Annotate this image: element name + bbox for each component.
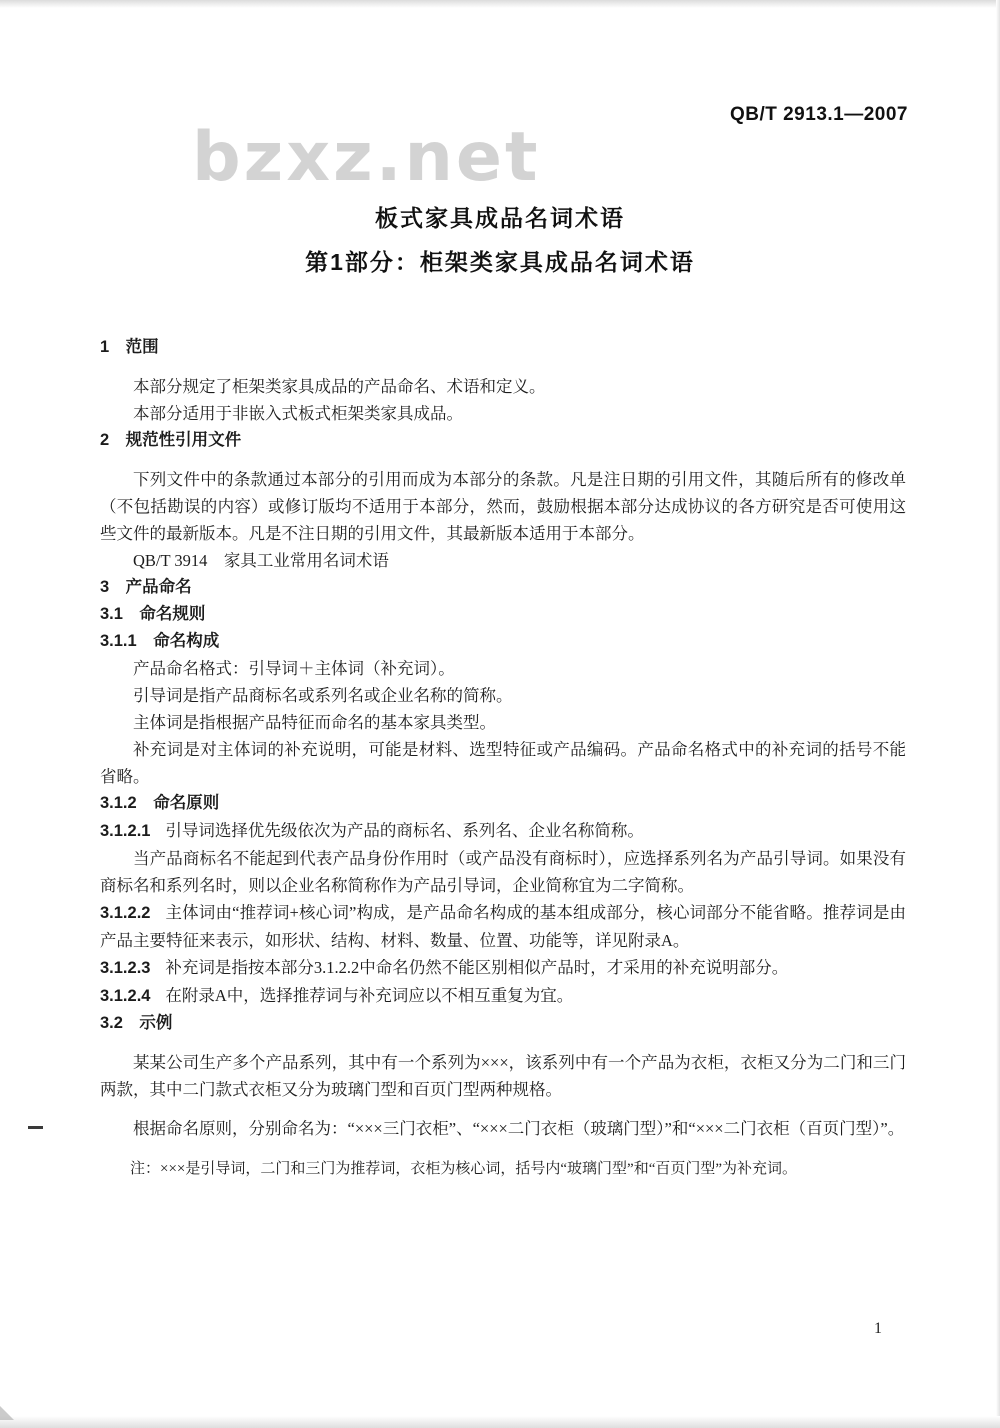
section-3-2-paragraph: 根据命名原则，分别命名为：“×××三门衣柜”、“×××二门衣柜（玻璃门型）”和“×××二门衣柜（百页门型）”。 — [133, 1119, 905, 1138]
clause-number: 3.1.2.4 — [100, 987, 151, 1005]
section-2-paragraph: 下列文件中的条款通过本部分的引用而成为本部分的条款。凡是注日期的引用文件，其随后所有的修改单（不包括勘误的内容）或修订版均不适用于本部分，然而，鼓励根据本部分达成协议的各方研究是否可使用这些文件的最新版本。凡是不注日期的引用文件，其最新版本适用于本部分。 — [100, 470, 906, 543]
doc-title-line2: 第1部分：柜架类家具成品名词术语 — [305, 249, 695, 275]
section-3-1-1-paragraph: 产品命名格式：引导词＋主体词（补充词）。 — [133, 659, 455, 678]
section-2-heading: 2 规范性引用文件 — [100, 431, 242, 449]
section-3-1-1-paragraph: 主体词是指根据产品特征而命名的基本家具类型。 — [133, 713, 496, 732]
clause-3-1-2-4 — [100, 982, 906, 1010]
clause-3-1-2-2 — [100, 899, 906, 954]
clause-number: 3.1.2.3 — [100, 959, 151, 977]
clause-text: 在附录A中，选择推荐词与补充词应以不相互重复为宜。 — [165, 986, 574, 1005]
clause-3-1-2-3 — [100, 954, 906, 982]
scan-edge-top — [0, 0, 1000, 8]
clause-text: 主体词由“推荐词+核心词”构成，是产品命名构成的基本组成部分，核心词部分不能省略。推荐词是由产品主要特征来表示，如形状、结构、材料、数量、位置、功能等，详见附录A。 — [100, 903, 906, 950]
scan-artifact-corner — [0, 1406, 14, 1420]
section-1-paragraph: 本部分规定了柜架类家具成品的产品命名、术语和定义。 — [133, 377, 546, 396]
section-3-1-1-heading: 3.1.1 命名构成 — [100, 632, 220, 650]
section-3-2-note: 注：×××是引导词，二门和三门为推荐词，衣柜为核心词，括号内“玻璃门型”和“百页门型”为补充词。 — [130, 1161, 798, 1177]
doc-title-line1: 板式家具成品名词术语 — [375, 205, 625, 231]
document-body — [100, 334, 906, 1182]
section-3-2-paragraph: 某某公司生产多个产品系列，其中有一个系列为×××，该系列中有一个产品为衣柜，衣柜又分为二门和三门两款，其中二门款式衣柜又分为玻璃门型和百页门型两种规格。 — [100, 1053, 906, 1099]
scan-edge-bottom — [0, 1416, 1000, 1428]
section-3-1-heading: 3.1 命名规则 — [100, 605, 206, 623]
clause-3-1-2-1 — [100, 817, 906, 845]
clause-3-1-2-1-continuation: 当产品商标名不能起到代表产品身份作用时（或产品没有商标时），应选择系列名为产品引导词。如果没有商标名和系列名时，则以企业名称简称作为产品引导词，企业简称宜为二字简称。 — [100, 849, 906, 895]
section-1-heading: 1 范围 — [100, 338, 159, 356]
clause-number: 3.1.2.1 — [100, 822, 151, 840]
watermark-text: bzxz.net — [192, 118, 541, 197]
section-3-heading: 3 产品命名 — [100, 578, 192, 596]
section-3-1-1-paragraph: 引导词是指产品商标名或系列名或企业名称的简称。 — [133, 686, 513, 705]
section-3-1-1-paragraph: 补充词是对主体词的补充说明，可能是材料、选型特征或产品编码。产品命名格式中的补充词的括号不能省略。 — [100, 740, 906, 786]
standard-code: QB/T 2913.1—2007 — [729, 104, 908, 125]
section-2-reference: QB/T 3914 家具工业常用名词术语 — [133, 551, 389, 570]
page-number: 1 — [874, 1320, 882, 1337]
clause-text: 引导词选择优先级依次为产品的商标名、系列名、企业名称简称。 — [165, 821, 644, 840]
section-1-paragraph: 本部分适用于非嵌入式板式柜架类家具成品。 — [133, 404, 463, 423]
section-3-1-2-heading: 3.1.2 命名原则 — [100, 794, 220, 812]
section-3-2-heading: 3.2 示例 — [100, 1014, 173, 1032]
clause-text: 补充词是指按本部分3.1.2.2中命名仍然不能区别相似产品时，才采用的补充说明部分。 — [165, 958, 789, 977]
clause-number: 3.1.2.2 — [100, 904, 151, 922]
document-title-block — [0, 196, 1000, 284]
scan-artifact-dash — [28, 1126, 43, 1129]
